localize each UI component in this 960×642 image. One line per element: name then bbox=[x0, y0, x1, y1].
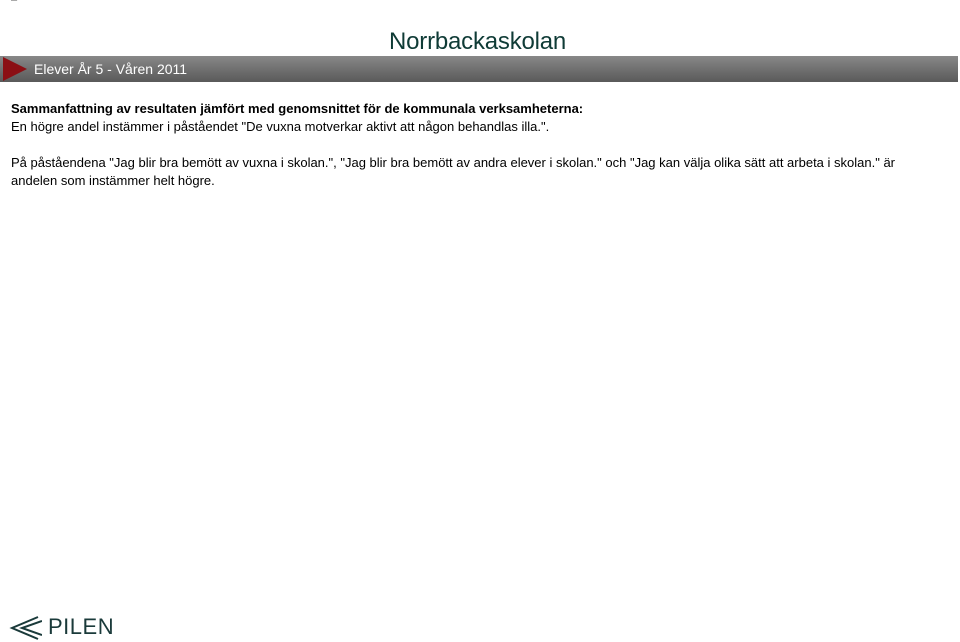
pilen-logo bbox=[8, 614, 118, 642]
summary-section bbox=[11, 100, 941, 190]
summary-line-1: En högre andel instämmer i påståendet "De vuxna motverkar aktivt att någon behandlas illa.". bbox=[11, 119, 550, 134]
summary-heading: Sammanfattning av resultaten jämfört med genomsnittet för de kommunala verksamheterna: bbox=[11, 101, 584, 116]
arrow-icon bbox=[3, 57, 27, 81]
top-mark: – bbox=[11, 0, 18, 6]
logo-text: PILEN bbox=[48, 614, 115, 639]
band-title: Elever År 5 - Våren 2011 bbox=[34, 61, 188, 77]
chevron-left-icon bbox=[8, 616, 42, 640]
page-title: Norrbackaskolan bbox=[389, 28, 567, 55]
summary-line-2: På påståendena "Jag blir bra bemött av vuxna i skolan.", "Jag blir bra bemött av andra elever i skolan." och "Jag kan välja olika sätt att arbeta i skolan." är andelen som instämmer helt högre. bbox=[11, 155, 895, 188]
